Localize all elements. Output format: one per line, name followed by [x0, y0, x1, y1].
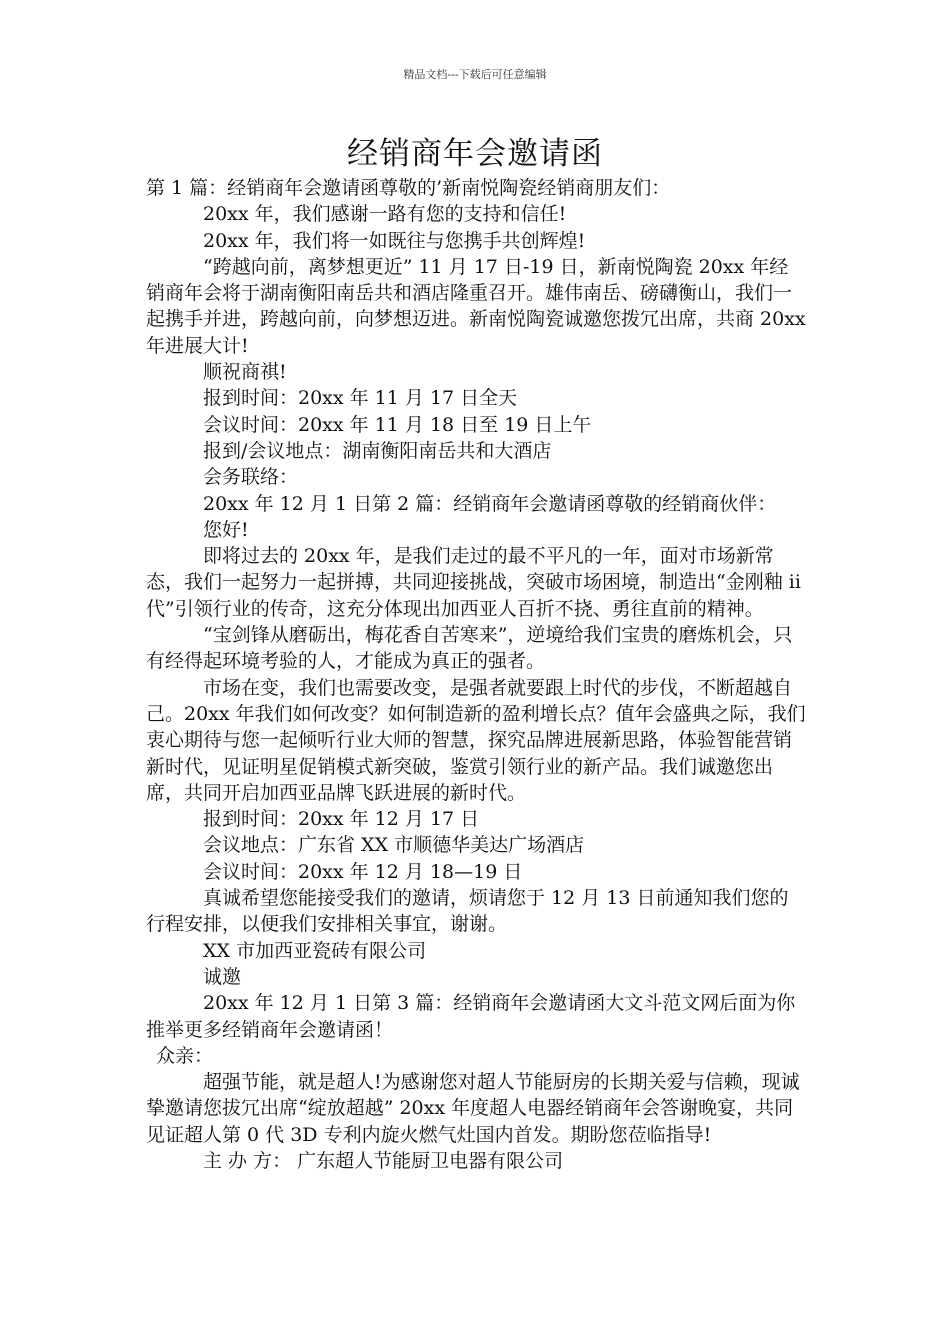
paragraph-16: 会议地点：广东省 XX 市顺德华美达广场酒店 — [203, 834, 585, 857]
paragraph-21: 20xx 年 12 月 1 日第 3 篇：经销商年会邀请函大文斗范文网后面为你推举更多经销商年会邀请函！ — [146, 992, 796, 1041]
paragraph-12: 即将过去的 20xx 年，是我们走过的最不平凡的一年，面对市场新常态，我们一起努力一起拼搏，共同迎接挑战，突破市场困境，制造出“金刚釉 ii 代”引领行业的传奇，这充分体现出加西亚人百折不挠、勇往直前的精神。 — [146, 545, 801, 620]
paragraph-24: 主 办 方： 广东超人节能厨卫电器有限公司 — [203, 1149, 564, 1172]
paragraph-17: 会议时间：20xx 年 12 月 18—19 日 — [203, 860, 523, 883]
header-note: 精品文档---下载后可任意编辑 — [403, 68, 547, 81]
paragraph-20: 诚邀 — [203, 965, 242, 988]
paragraph-23: 超强节能，就是超人!为感谢您对超人节能厨房的长期关爱与信赖，现诚挚邀请您拔冗出席“绽放超越” 20xx 年度超人电器经销商年会答谢晚宴，共同见证超人第 0 代 3D 专利内旋火燃气灶国内首发。期盼您莅临指导! — [146, 1071, 800, 1146]
document-title: 经销商年会邀请函 — [347, 136, 603, 172]
paragraph-10: 20xx 年 12 月 1 日第 2 篇：经销商年会邀请函尊敬的经销商伙伴： — [203, 492, 777, 515]
paragraph-4: “跨越向前，离梦想更近” 11 月 17 日-19 日，新南悦陶瓷 20xx 年经销商年会将于湖南衡阳南岳共和酒店隆重召开。雄伟南岳、磅礴衡山，我们一起携手并进，跨越向前，向梦想迈进。新南悦陶瓷诚邀您拨冗出席，共商 20xx 年进展大计! — [146, 255, 806, 357]
paragraph-13: “宝剑锋从磨砺出，梅花香自苦寒来”，逆境给我们宝贵的磨炼机会，只有经得起环境考验的人，才能成为真正的强者。 — [146, 624, 793, 673]
paragraph-11: 您好! — [203, 518, 249, 541]
paragraph-5: 顺祝商祺! — [203, 361, 287, 384]
paragraph-15: 报到时间：20xx 年 12 月 17 日 — [203, 808, 480, 831]
paragraph-19: XX 市加西亚瓷砖有限公司 — [203, 939, 427, 962]
paragraph-7: 会议时间：20xx 年 11 月 18 日至 19 日上午 — [203, 413, 592, 436]
paragraph-22: 众亲： — [156, 1044, 214, 1067]
paragraph-9: 会务联络： — [203, 466, 299, 489]
document-body — [146, 175, 806, 1174]
paragraph-18: 真诚希望您能接受我们的邀请，烦请您于 12 月 13 日前通知我们您的行程安排，以便我们安排相关事宜，谢谢。 — [146, 887, 789, 936]
paragraph-14: 市场在变，我们也需要改变，是强者就要跟上时代的步伐，不断超越自己。20xx 年我们如何改变？如何制造新的盈利增长点？值年会盛典之际，我们衷心期待与您一起倾听行业大师的智慧，探究品牌进展新思路，体验智能营销新时代，见证明星促销模式新突破，鉴赏引领行业的新产品。我们诚邀您出席，共同开启加西亚品牌飞跃进展的新时代。 — [146, 676, 806, 804]
paragraph-2: 20xx 年，我们感谢一路有您的支持和信任! — [203, 203, 567, 226]
paragraph-3: 20xx 年，我们将一如既往与您携手共创辉煌! — [203, 229, 586, 252]
paragraph-1: 第 1 篇：经销商年会邀请函尊敬的’新南悦陶瓷经销商朋友们： — [146, 177, 671, 199]
paragraph-6: 报到时间：20xx 年 11 月 17 日全天 — [203, 387, 518, 410]
paragraph-8: 报到/会议地点：湖南衡阳南岳共和大酒店 — [203, 439, 552, 462]
